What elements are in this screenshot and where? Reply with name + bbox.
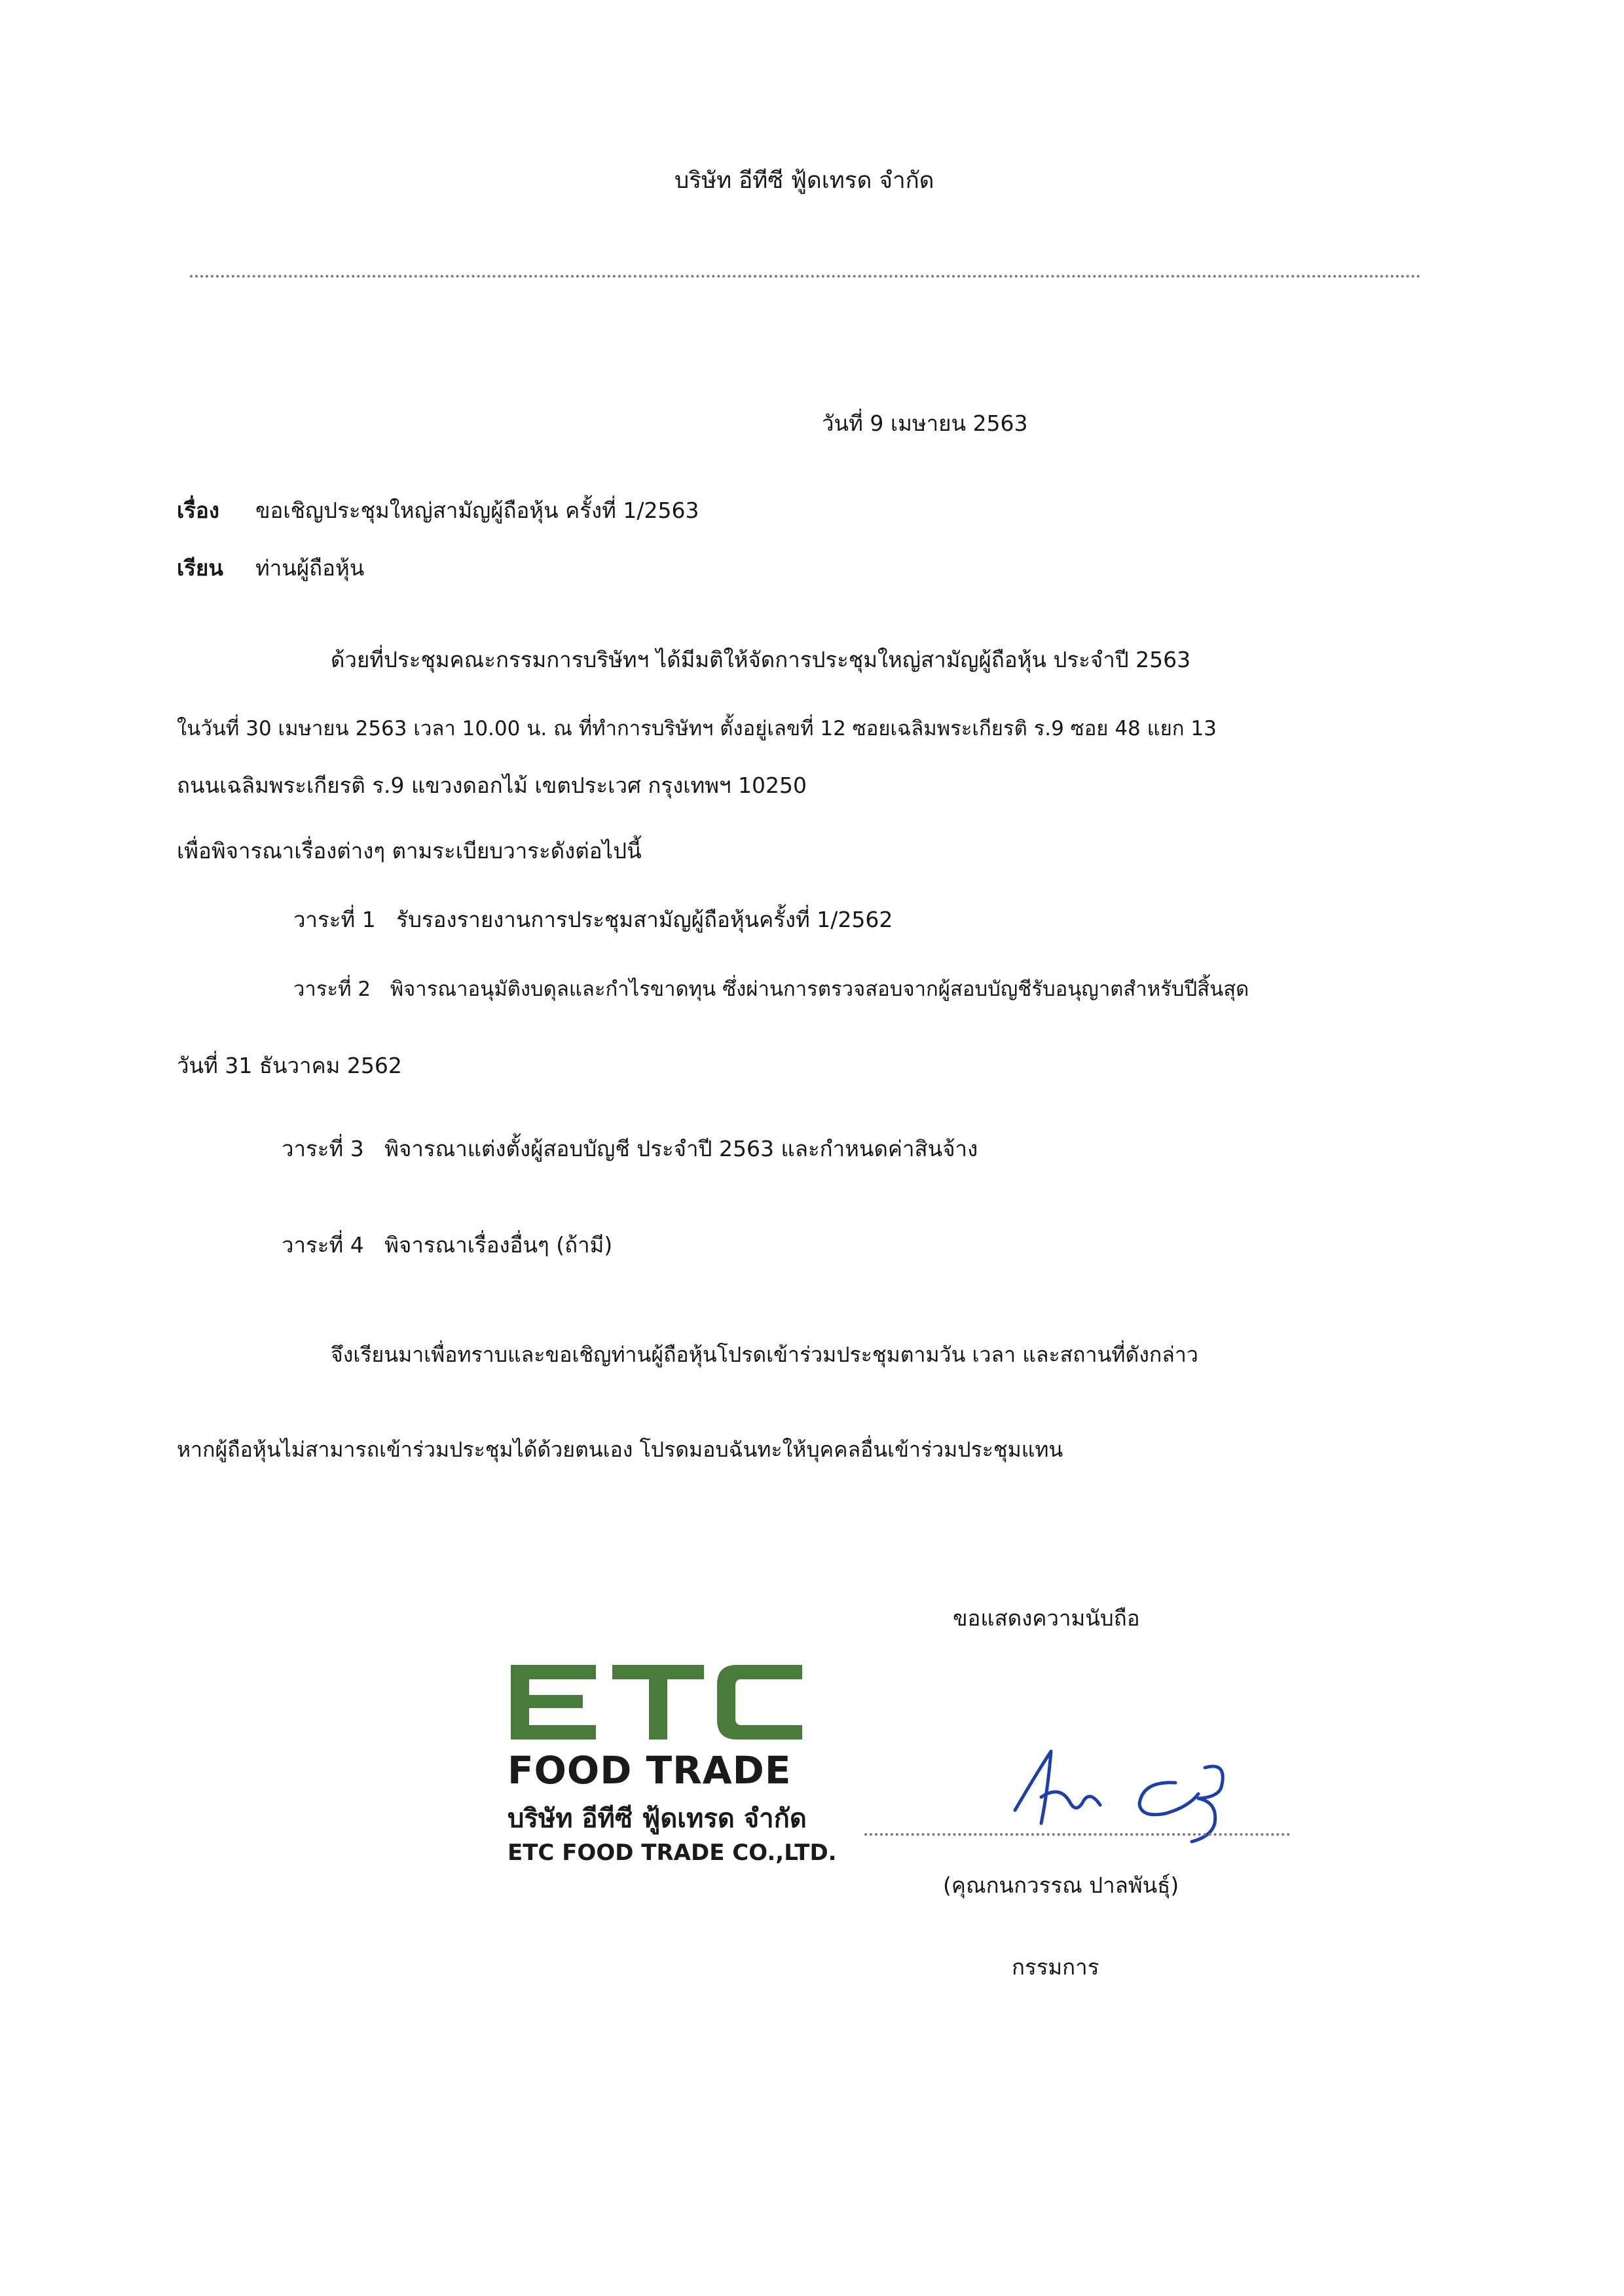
agenda-item-4 [282,1232,612,1258]
subject-label: เรื่อง [177,498,219,523]
agenda-item-2 [293,977,1249,1002]
agenda-label: วาระที่ 3 [282,1136,364,1161]
body-paragraph-line: ด้วยที่ประชุมคณะกรรมการบริษัทฯ ได้มีมติให้จัดการประชุมใหญ่สามัญผู้ถือหุ้น ประจำปี 2563 [331,647,1191,672]
stamp-line-1: FOOD TRADE [507,1748,792,1793]
company-header: บริษัท อีทีซี ฟู้ดเทรด จำกัด [674,168,934,194]
body-paragraph-line: เพื่อพิจารณาเรื่องต่างๆ ตามระเบียบวาระดังต่อไปนี้ [177,838,642,864]
agenda-label: วาระที่ 4 [282,1232,364,1258]
signoff-regards: ขอแสดงความนับถือ [953,1605,1140,1631]
body-paragraph-line: ถนนเฉลิมพระเกียรติ ร.9 แขวงดอกไม้ เขตประเวศ กรุงเทพฯ 10250 [177,773,807,798]
closing-line: หากผู้ถือหุ้นไม่สามารถเข้าร่วมประชุมได้ด้วยตนเอง โปรดมอบฉันทะให้บุคคลอื่นเข้าร่วมประชุมแทน [177,1437,1063,1462]
agenda-item-1 [293,907,893,933]
body-paragraph-line: ในวันที่ 30 เมษายน 2563 เวลา 10.00 น. ณ ที่ทำการบริษัทฯ ตั้งอยู่เลขที่ 12 ซอยเฉลิมพระเกียรติ ร.9 ซอย 48 แยก 13 [177,717,1217,740]
agenda-label: วาระที่ 2 [293,977,371,1001]
header-divider [190,275,1421,278]
agenda-label: วาระที่ 1 [293,907,376,932]
agenda-text: รับรองรายงานการประชุมสามัญผู้ถือหุ้นครั้งที่ 1/2562 [396,907,893,932]
closing-line: จึงเรียนมาเพื่อทราบและขอเชิญท่านผู้ถือหุ้นโปรดเข้าร่วมประชุมตามวัน เวลา และสถานที่ดังกล่าว [331,1342,1198,1367]
agenda-text: พิจารณาเรื่องอื่นๆ (ถ้ามี) [384,1232,613,1258]
signature-icon [1002,1732,1238,1846]
etc-logo-icon [504,1660,805,1745]
stamp-line-3: ETC FOOD TRADE CO.,LTD. [507,1840,837,1866]
agenda-item-3 [282,1136,978,1162]
subject-text: ขอเชิญประชุมใหญ่สามัญผู้ถือหุ้น ครั้งที่ 1/2563 [255,498,699,523]
signatory-name: (คุณกนกวรรณ ปาลพันธุ์) [943,1872,1179,1898]
signatory-title: กรรมการ [1012,1954,1099,1980]
recipient-label: เรียน [177,555,223,581]
agenda-text: พิจารณาแต่งตั้งผู้สอบบัญชี ประจำปี 2563 และกำหนดค่าสินจ้าง [384,1136,978,1161]
stamp-line-2: บริษัท อีทีซี ฟู้ดเทรด จำกัด [507,1804,807,1834]
agenda-item-2-continuation: วันที่ 31 ธันวาคม 2562 [177,1053,402,1078]
date-line: วันที่ 9 เมษายน 2563 [822,410,1028,436]
agenda-text: พิจารณาอนุมัติงบดุลและกำไรขาดทุน ซึ่งผ่านการตรวจสอบจากผู้สอบบัญชีรับอนุญาตสำหรับปีสิ้นสุด [390,977,1249,1001]
recipient-text: ท่านผู้ถือหุ้น [255,555,365,581]
company-stamp [504,1660,837,1882]
signature-line [864,1833,1290,1836]
